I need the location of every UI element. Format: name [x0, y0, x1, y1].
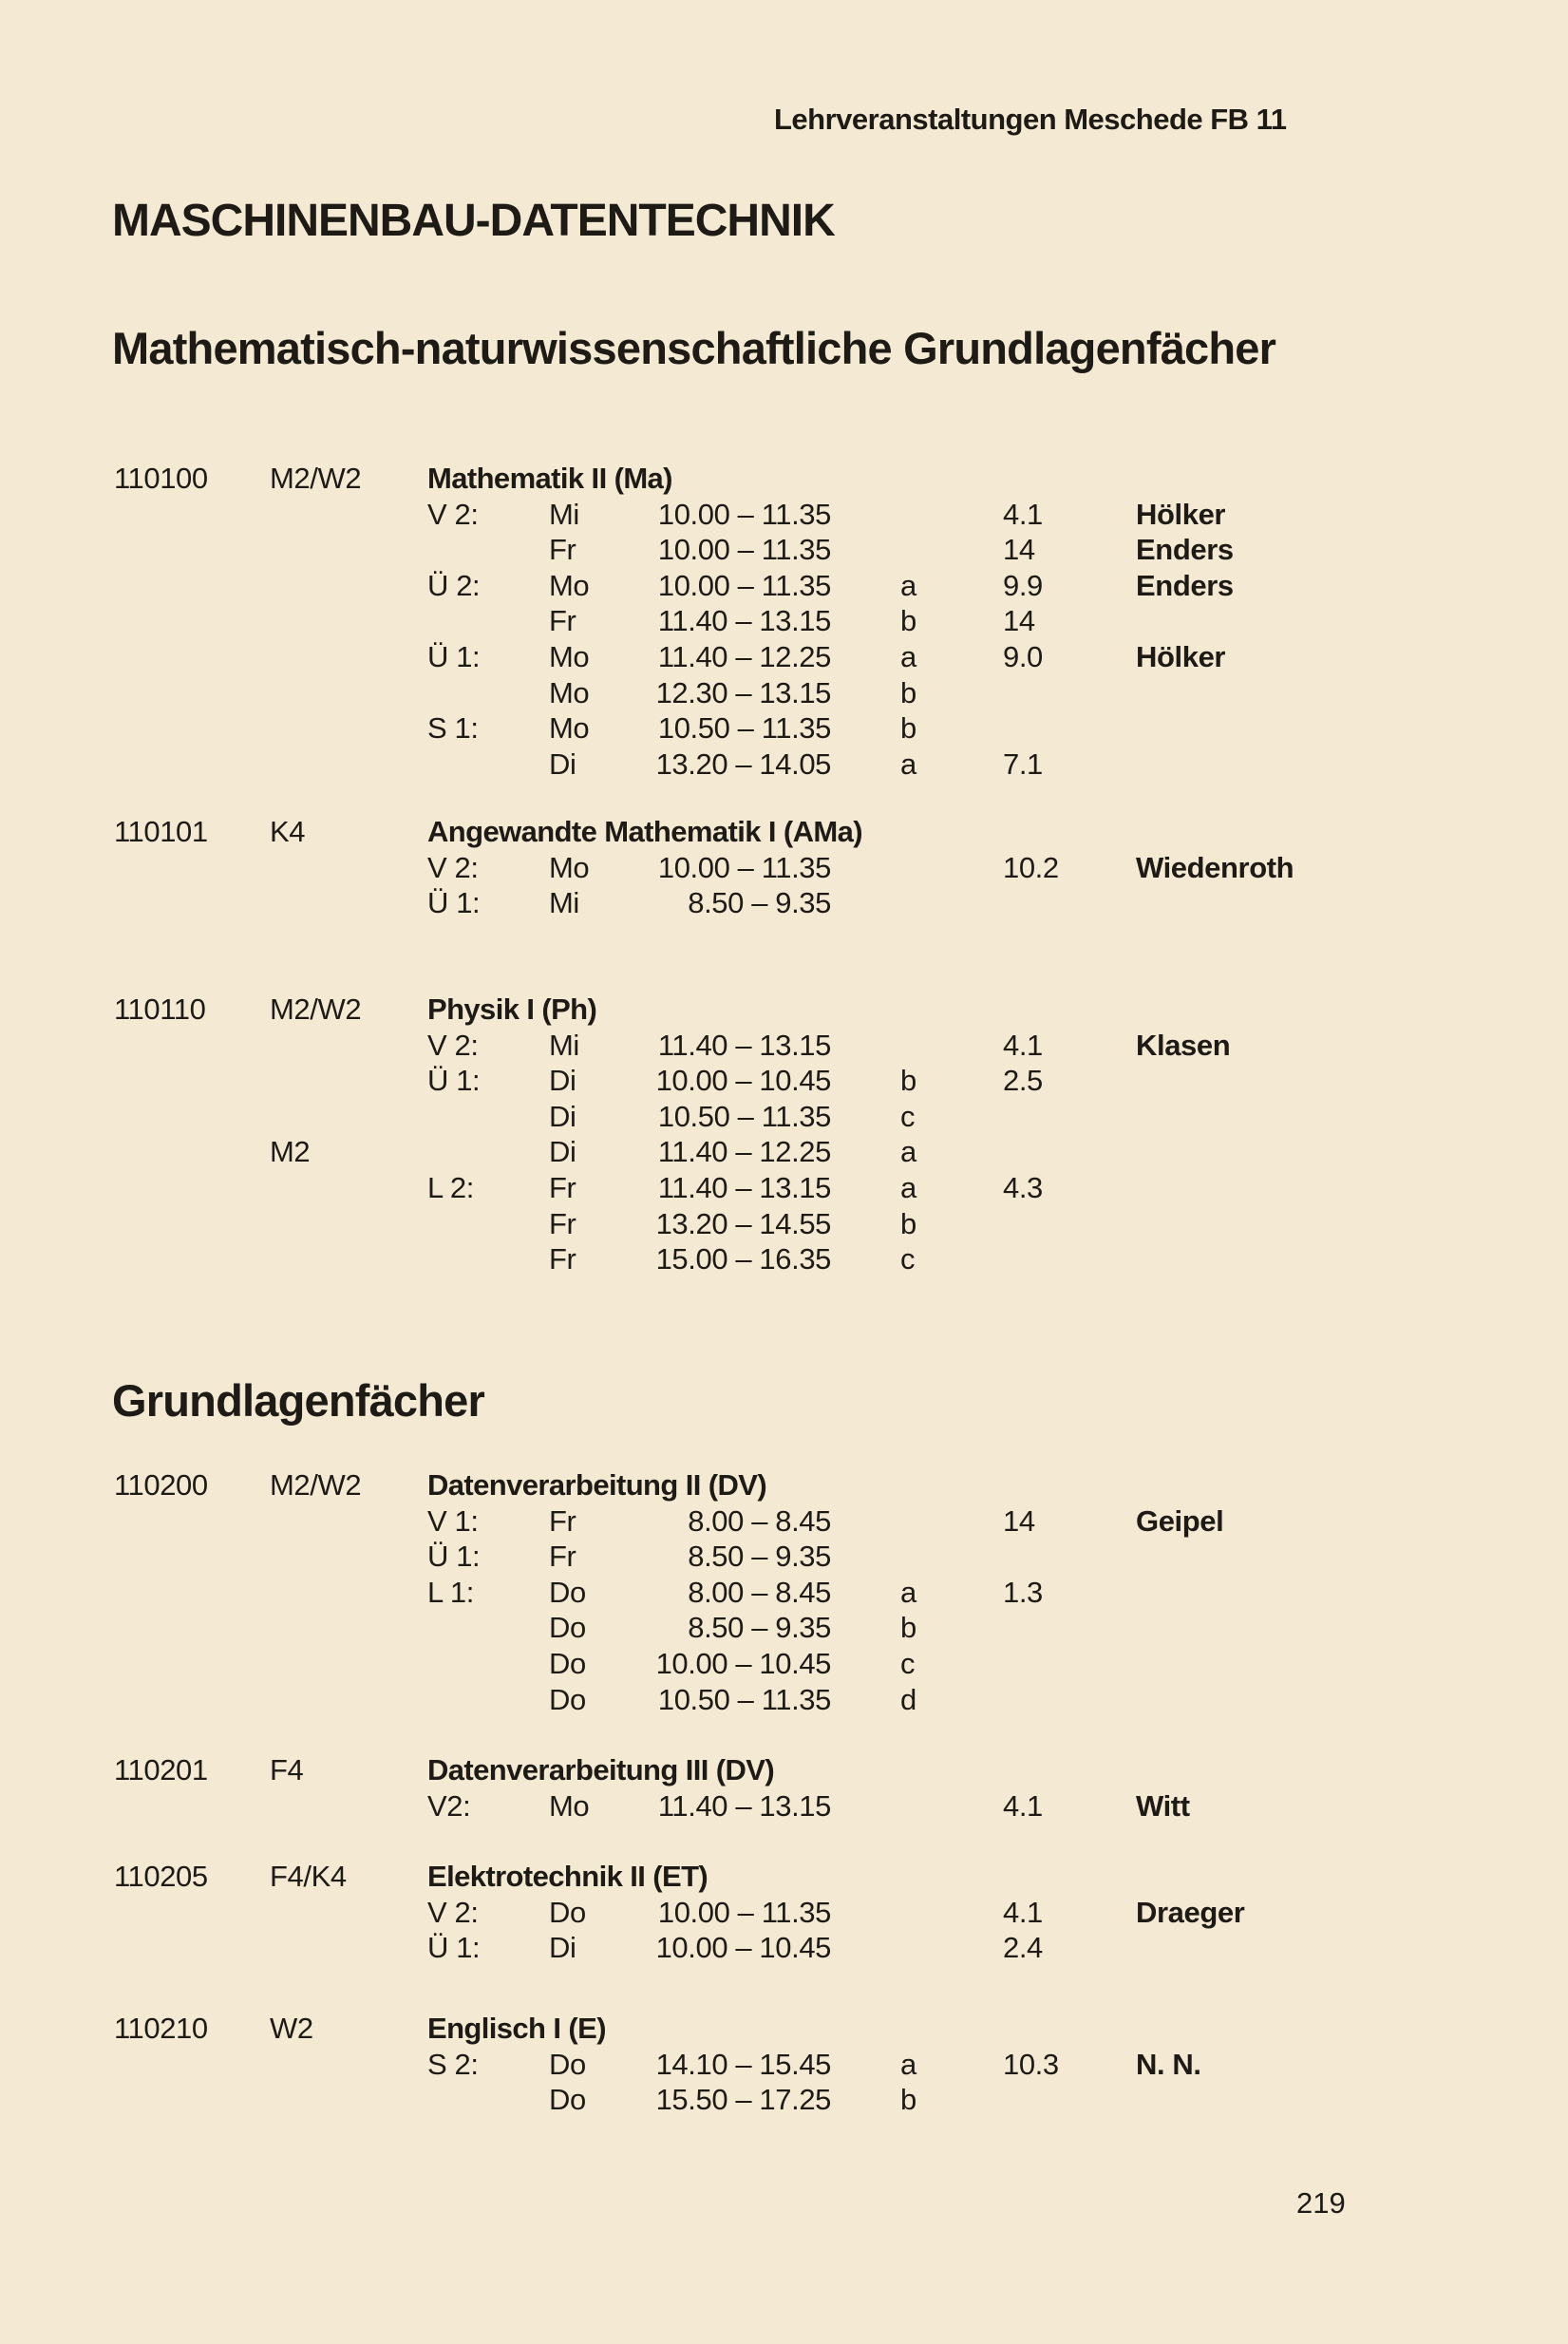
schedule-row [0, 639, 1568, 674]
course-title: Datenverarbeitung III (DV) [427, 1753, 775, 1786]
schedule-row [0, 568, 1568, 603]
group-letter: a [900, 2047, 916, 2081]
section-heading-text: Mathematisch-naturwissenschaftliche Grundlagenfächer [112, 323, 1276, 373]
group-letter: a [900, 568, 916, 602]
session-type: Ü 2: [427, 568, 481, 602]
time-slot: 13.20 – 14.05 [655, 747, 831, 781]
course-semester: M2/W2 [270, 1468, 362, 1502]
time-slot: 14.10 – 15.45 [655, 2047, 831, 2081]
session-type: V 2: [427, 497, 479, 531]
session-type: L 1: [427, 1575, 474, 1609]
session-type: S 1: [427, 711, 479, 746]
group-letter: c [900, 1099, 916, 1133]
lecturer-name: Witt [1136, 1788, 1190, 1823]
lecturer-name: N. N. [1136, 2047, 1201, 2081]
time-slot: 11.40 – 13.15 [657, 1028, 831, 1062]
schedule-row [0, 1930, 1568, 1965]
weekday: Mo [549, 675, 590, 709]
room-number: 4.1 [1003, 1895, 1043, 1929]
session-type: Ü 1: [427, 1540, 481, 1574]
schedule-row [0, 1610, 1568, 1645]
time-slot: 12.30 – 13.15 [655, 675, 831, 709]
time-slot: 10.00 – 10.45 [655, 1931, 831, 1965]
time-slot: 10.00 – 11.35 [657, 497, 831, 531]
course-title: Datenverarbeitung II (DV) [427, 1468, 767, 1502]
schedule-row [0, 1134, 1568, 1169]
group-letter: c [900, 1242, 916, 1276]
room-number: 4.3 [1003, 1171, 1043, 1204]
lecturer-name: Geipel [1136, 1503, 1224, 1538]
weekday: Mo [549, 850, 590, 884]
weekday: Mo [549, 711, 590, 746]
time-slot: 13.20 – 14.55 [655, 1206, 831, 1240]
weekday: Di [549, 1931, 576, 1965]
group-letter: b [900, 1611, 916, 1645]
weekday: Fr [549, 1206, 576, 1240]
schedule-row [0, 850, 1568, 885]
schedule-row [0, 1503, 1568, 1539]
session-type: V 2: [427, 850, 479, 884]
schedule-row [0, 747, 1568, 782]
lecturer-name: Draeger [1136, 1895, 1245, 1929]
group-letter: b [900, 711, 916, 746]
schedule-row [0, 532, 1568, 567]
section-heading [112, 323, 1275, 374]
session-type: Ü 1: [427, 1064, 481, 1098]
time-slot: 10.50 – 11.35 [657, 711, 831, 746]
weekday: Mo [549, 1788, 590, 1823]
group-letter: d [900, 1682, 916, 1716]
time-slot: 8.50 – 9.35 [688, 1540, 831, 1574]
time-slot: 11.40 – 12.25 [657, 640, 831, 673]
weekday: Fr [549, 1242, 576, 1276]
schedule-row [0, 2082, 1568, 2117]
group-letter: b [900, 2083, 916, 2117]
course-semester: M2/W2 [270, 992, 362, 1026]
room-number: 14 [1003, 1503, 1035, 1538]
session-type: S 2: [427, 2047, 479, 2081]
course-number: 110110 [114, 992, 206, 1026]
course-number: 110205 [114, 1860, 208, 1893]
time-slot: 15.50 – 17.25 [655, 2083, 831, 2117]
course-semester: W2 [270, 2012, 313, 2045]
course-semester: M2/W2 [270, 462, 362, 495]
course-semester: F4 [270, 1753, 304, 1786]
weekday: Do [549, 2047, 586, 2081]
time-slot: 15.00 – 16.35 [655, 1242, 831, 1276]
running-head: Lehrveranstaltungen Meschede FB 11 [774, 103, 1287, 136]
course-title: Elektrotechnik II (ET) [427, 1860, 708, 1893]
group-letter: b [900, 1206, 916, 1240]
session-type: V 1: [427, 1503, 479, 1538]
schedule-row [0, 1575, 1568, 1610]
session-type: V 2: [427, 1028, 479, 1062]
schedule-row [0, 1682, 1568, 1717]
section-heading [112, 1375, 484, 1427]
page-title: MASCHINENBAU-DATENTECHNIK [112, 196, 835, 246]
weekday: Fr [549, 1171, 576, 1204]
weekday: Di [549, 1135, 576, 1169]
room-number: 2.5 [1003, 1064, 1043, 1098]
time-slot: 8.00 – 8.45 [688, 1575, 831, 1609]
time-slot: 10.00 – 11.35 [657, 1895, 831, 1929]
session-type: Ü 1: [427, 886, 481, 920]
time-slot: 10.00 – 11.35 [657, 533, 831, 567]
section-heading-text: Grundlagenfächer [112, 1375, 485, 1426]
time-slot: 11.40 – 12.25 [657, 1135, 831, 1169]
time-slot: 10.00 – 10.45 [655, 1647, 831, 1680]
schedule-row [0, 1646, 1568, 1681]
lecturer-name: Klasen [1136, 1028, 1231, 1062]
room-number: 2.4 [1003, 1931, 1043, 1965]
room-number: 9.0 [1003, 640, 1043, 673]
weekday: Do [549, 1647, 586, 1680]
course-number: 110201 [114, 1753, 208, 1786]
schedule-row [0, 1028, 1568, 1063]
room-number: 4.1 [1003, 1788, 1043, 1823]
room-number: 7.1 [1003, 747, 1043, 781]
time-slot: 11.40 – 13.15 [657, 604, 831, 638]
schedule-row [0, 1063, 1568, 1098]
session-type: L 2: [427, 1171, 474, 1204]
schedule-row [0, 497, 1568, 532]
weekday: Fr [549, 1503, 576, 1538]
weekday: Mi [549, 886, 579, 920]
weekday: Do [549, 1682, 586, 1716]
schedule-row [0, 1170, 1568, 1205]
time-slot: 10.50 – 11.35 [657, 1099, 831, 1133]
session-type: V2: [427, 1788, 471, 1823]
weekday: Fr [549, 533, 576, 567]
course-title: Englisch I (E) [427, 2012, 606, 2045]
lecturer-name: Hölker [1136, 640, 1226, 673]
time-slot: 8.50 – 9.35 [688, 886, 831, 920]
weekday: Fr [549, 604, 576, 638]
time-slot: 8.50 – 9.35 [688, 1611, 831, 1645]
room-number: 14 [1003, 533, 1035, 567]
group-letter: b [900, 675, 916, 709]
course-semester: M2 [270, 1135, 311, 1169]
time-slot: 11.40 – 13.15 [657, 1171, 831, 1204]
schedule-row [0, 1206, 1568, 1241]
group-letter: a [900, 1575, 916, 1609]
room-number: 10.2 [1003, 850, 1059, 884]
time-slot: 10.00 – 10.45 [655, 1064, 831, 1098]
lecturer-name: Enders [1136, 568, 1234, 602]
time-slot: 10.00 – 11.35 [657, 568, 831, 602]
weekday: Mo [549, 568, 590, 602]
course-semester: K4 [270, 815, 306, 848]
time-slot: 10.00 – 11.35 [657, 850, 831, 884]
group-letter: b [900, 1064, 916, 1098]
schedule-row [0, 1241, 1568, 1276]
room-number: 4.1 [1003, 497, 1043, 531]
schedule-row [0, 1539, 1568, 1574]
room-number: 10.3 [1003, 2047, 1059, 2081]
schedule-row [0, 675, 1568, 710]
weekday: Di [549, 1064, 576, 1098]
page-number: 219 [1296, 2186, 1346, 2220]
time-slot: 11.40 – 13.15 [657, 1788, 831, 1823]
course-title: Physik I (Ph) [427, 992, 597, 1026]
course-title: Mathematik II (Ma) [427, 462, 672, 495]
lecturer-name: Wiedenroth [1136, 850, 1294, 884]
course-title: Angewandte Mathematik I (AMa) [427, 815, 862, 848]
room-number: 1.3 [1003, 1575, 1043, 1609]
weekday: Mo [549, 640, 590, 673]
course-semester: F4/K4 [270, 1860, 347, 1893]
schedule-row [0, 1788, 1568, 1824]
schedule-row [0, 1895, 1568, 1930]
group-letter: b [900, 604, 916, 638]
course-number: 110200 [114, 1468, 208, 1502]
group-letter: a [900, 640, 916, 673]
weekday: Do [549, 2083, 586, 2117]
room-number: 9.9 [1003, 568, 1043, 602]
course-number: 110210 [114, 2012, 208, 2045]
weekday: Mi [549, 1028, 579, 1062]
lecturer-name: Enders [1136, 533, 1234, 567]
weekday: Di [549, 1099, 576, 1133]
schedule-row [0, 2047, 1568, 2082]
group-letter: a [900, 1135, 916, 1169]
weekday: Fr [549, 1540, 576, 1574]
session-type: Ü 1: [427, 1931, 481, 1965]
session-type: V 2: [427, 1895, 479, 1929]
lecturer-name: Hölker [1136, 497, 1226, 531]
schedule-row [0, 603, 1568, 638]
group-letter: c [900, 1647, 916, 1680]
schedule-row [0, 1099, 1568, 1134]
session-type: Ü 1: [427, 640, 481, 673]
course-number: 110100 [114, 462, 208, 495]
weekday: Do [549, 1575, 586, 1609]
weekday: Do [549, 1611, 586, 1645]
weekday: Mi [549, 497, 579, 531]
time-slot: 8.00 – 8.45 [688, 1503, 831, 1538]
weekday: Do [549, 1895, 586, 1929]
schedule-row [0, 885, 1568, 920]
group-letter: a [900, 747, 916, 781]
course-number: 110101 [114, 815, 208, 848]
time-slot: 10.50 – 11.35 [657, 1682, 831, 1716]
room-number: 14 [1003, 604, 1035, 638]
group-letter: a [900, 1171, 916, 1204]
schedule-row [0, 710, 1568, 746]
weekday: Di [549, 747, 576, 781]
room-number: 4.1 [1003, 1028, 1043, 1062]
